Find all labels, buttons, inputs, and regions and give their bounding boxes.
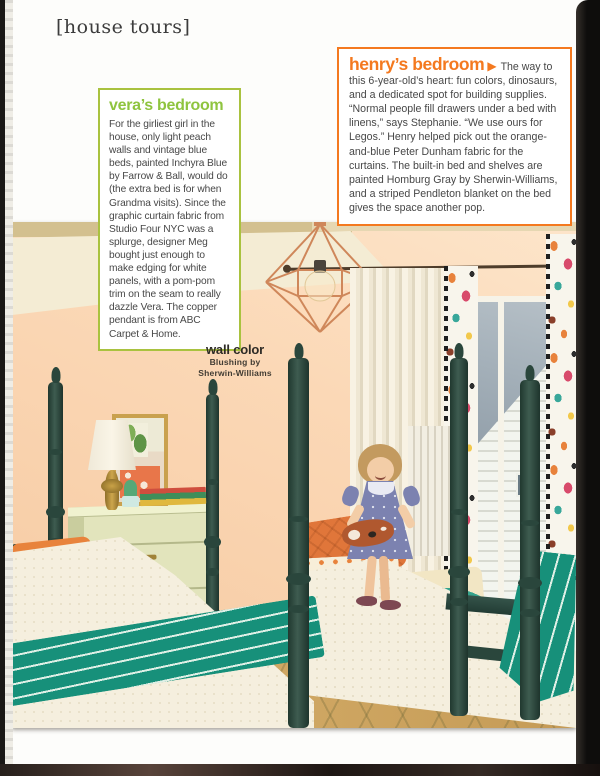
bed-post	[206, 394, 219, 638]
bed-post-foreground	[288, 358, 309, 728]
child-on-bed	[334, 444, 430, 620]
book-stack	[140, 487, 207, 506]
bed-post	[450, 358, 468, 716]
vera-box-body: For the girliest girl in the house, only light peach walls and vintage blue beds, painted Inchyra Blue by Farrow & Ball, would do (the extra bed is for when Grandma visits). Since the graphic curtain fabric from Studio Four NYC was a splurge, designer Meg bought just enough to make edging for white panels, with a pom-pom trim on the seam to really dazzle Vera. The copper pendant is from ABC Carpet & Home.	[109, 119, 228, 340]
bed-post	[520, 380, 540, 720]
henry-box-title: henry’s bedroom	[349, 54, 485, 74]
vera-box-title: vera’s bedroom	[109, 97, 224, 114]
child-shoe	[380, 600, 401, 610]
child-leg	[379, 556, 390, 602]
henry-bedroom-callout	[337, 47, 572, 226]
dress-yoke	[368, 482, 394, 495]
lamp-base	[105, 470, 119, 510]
vera-bedroom-callout	[98, 88, 241, 351]
child-face	[367, 457, 394, 483]
lamp-shade	[88, 420, 136, 470]
wall-color-line2: Sherwin-Williams	[198, 367, 272, 378]
bedroom-photo	[12, 222, 576, 728]
child-leg	[364, 556, 377, 601]
wall-color-title: wall color	[206, 342, 264, 357]
section-label: [house tours]	[56, 16, 191, 38]
wall-color-label	[165, 342, 305, 378]
page-binding-strip	[5, 0, 13, 776]
scan-edge-bottom	[0, 764, 600, 776]
child-shoe	[356, 596, 377, 606]
right-arrow-icon: ▶	[487, 59, 497, 73]
cactus-plant	[124, 480, 137, 498]
henry-box-body: The way to this 6-year-old’s heart: fun colors, dinosaurs, and a dedicated spot for building supplies. “Normal people fill drawers under a bed with linens,” says Stephanie. “We use ours for Legos.” Henry helped pick out the orange-and-blue Peter Dunham fabric for the curtains. The built-in bed and shelves are painted Homburg Gray by Sherwin-Williams, and a striped Pendleton blanket on the bed gives the space another pop.	[349, 61, 558, 214]
wall-color-line1: Blushing by	[209, 357, 261, 367]
scan-edge-right	[576, 0, 600, 776]
